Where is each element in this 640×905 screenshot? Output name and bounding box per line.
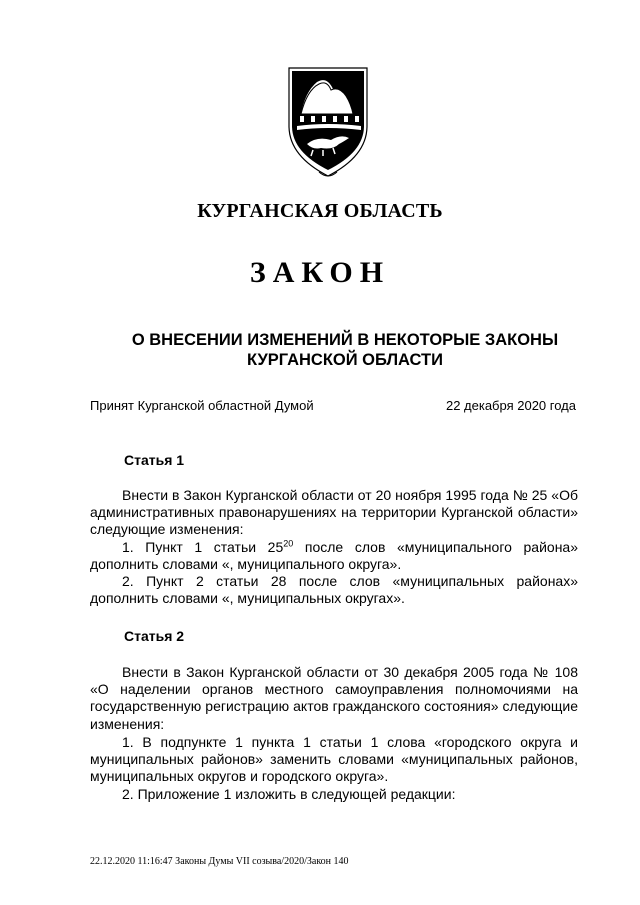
article-1-item-1-text-end: после слов «муниципального района» дополнить словами «, муниципального округа». — [90, 539, 578, 573]
law-title — [100, 330, 590, 370]
article-1-intro-text: Внести в Закон Курганской области от 20 ноября 1995 года № 25 «Об административных правонарушениях на территории Курганской области» следующие изменения: — [90, 487, 578, 538]
coat-of-arms-emblem — [283, 64, 373, 182]
article-1-item-1-text-start: 1. Пункт 1 статьи 25 — [122, 539, 284, 555]
law-heading: ЗАКОН — [249, 256, 391, 289]
article-2-item-1-text: 1. В подпункте 1 пункта 1 статьи 1 слова «городского округа и муниципальных районов» заменить словами «муниципальных районов, муниципальных округов и городского округа». — [90, 734, 578, 785]
article-2-intro-text: Внести в Закон Курганской области от 30 декабря 2005 года № 108 «О наделении органов местного самоуправления полномочиями на государственную регистрацию актов гражданского состояния» следующие изменения: — [90, 664, 578, 732]
article-1-item-2-text: 2. Пункт 2 статьи 28 после слов «муниципальных районах» дополнить словами «, муниципальных округах». — [90, 573, 578, 607]
article-2-item-1 — [90, 734, 578, 786]
region-name: КУРГАНСКАЯ ОБЛАСТЬ — [197, 200, 443, 222]
document-footer: 22.12.2020 11:16:47 Законы Думы VII созыва/2020/Закон 140 — [90, 856, 349, 867]
law-title-line-2: КУРГАНСКОЙ ОБЛАСТИ — [247, 351, 443, 369]
article-2-item-2 — [90, 786, 578, 803]
article-1-intro — [90, 487, 578, 539]
article-2-item-2-text: 2. Приложение 1 изложить в следующей редакции: — [122, 786, 456, 802]
article-1-heading: Статья 1 — [124, 452, 185, 468]
article-1-item-1 — [90, 539, 578, 573]
article-1-item-1-superscript: 20 — [283, 538, 294, 549]
article-2-intro — [90, 664, 578, 733]
article-1-item-2 — [90, 573, 578, 607]
law-title-line-1: О ВНЕСЕНИИ ИЗМЕНЕНИЙ В НЕКОТОРЫЕ ЗАКОНЫ — [131, 331, 559, 349]
adopted-by: Принят Курганской областной Думой — [90, 398, 314, 413]
adoption-date: 22 декабря 2020 года — [445, 398, 576, 413]
article-2-heading: Статья 2 — [124, 628, 185, 644]
